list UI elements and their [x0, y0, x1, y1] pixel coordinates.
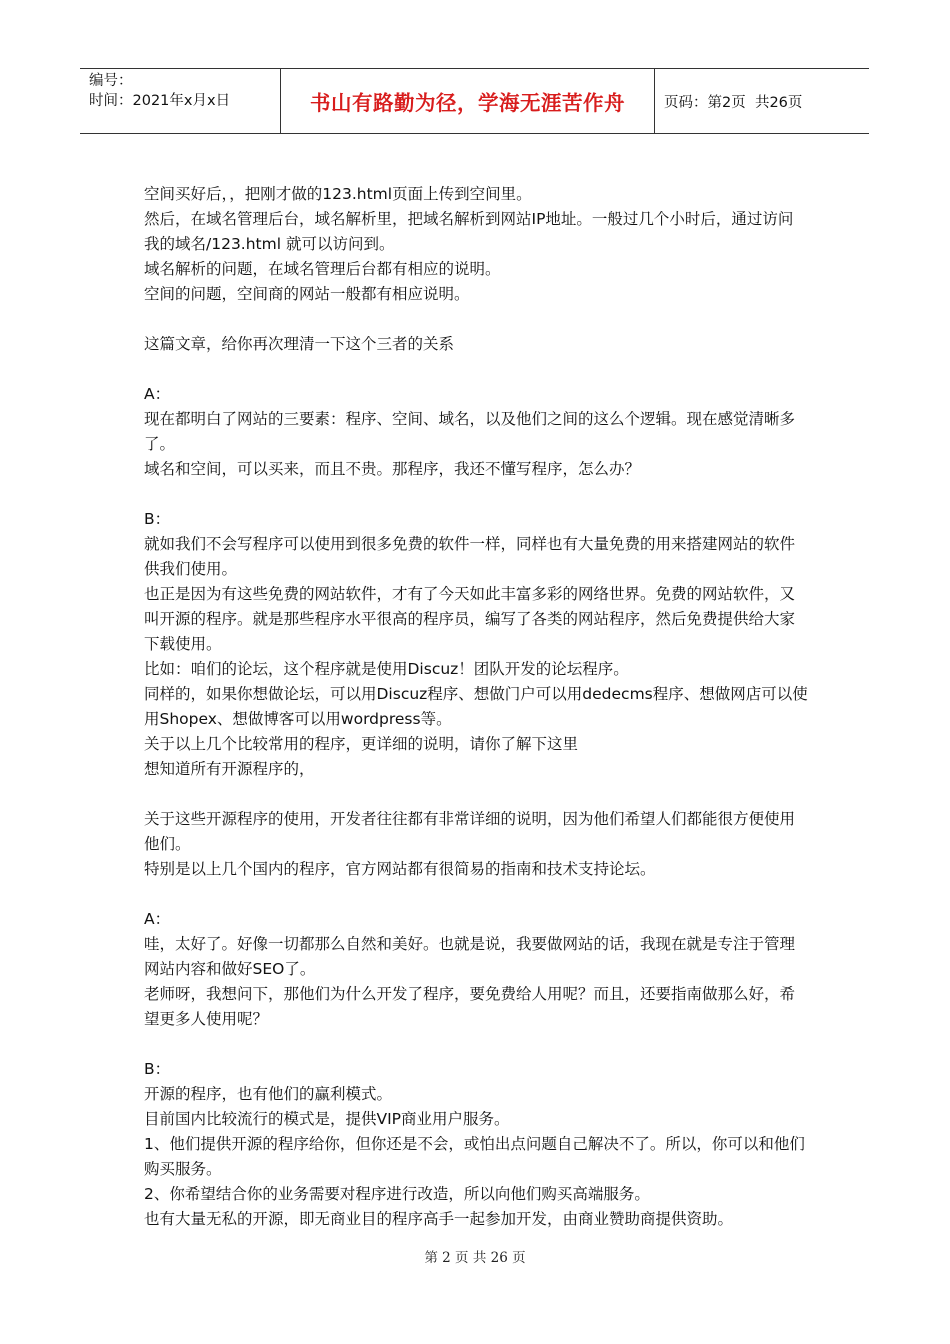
body-paragraph: 现在都明白了网站的三要素：程序、空间、域名，以及他们之间的这么个逻辑。现在感觉清晰多了。 [144, 410, 796, 453]
document-body [144, 182, 809, 1232]
body-paragraph: 哇，太好了。好像一切都那么自然和美好。也就是说，我要做网站的话，我现在就是专注于管理网站内容和做好SEO了。 [144, 935, 796, 978]
header-page-number: 页码：第2页 共26页 [664, 94, 803, 111]
body-paragraph: 特别是以上几个国内的程序，官方网站都有很简易的指南和技术支持论坛。 [144, 860, 656, 878]
page-footer: 第 2 页 共 26 页 [424, 1250, 526, 1266]
body-paragraph: 空间的问题，空间商的网站一般都有相应说明。 [144, 285, 470, 303]
page-header [80, 68, 869, 134]
speaker-label: B： [144, 510, 171, 528]
body-paragraph: 想知道所有开源程序的， [144, 760, 315, 778]
body-paragraph: 开源的程序，也有他们的赢利模式。 [144, 1085, 393, 1103]
body-paragraph: 关于这些开源程序的使用，开发者往往都有非常详细的说明，因为他们希望人们都能很方便使用他们。 [144, 810, 796, 853]
blank-line [144, 307, 809, 332]
body-paragraph: 域名解析的问题，在域名管理后台都有相应的说明。 [144, 260, 501, 278]
body-paragraph: 然后，在域名管理后台，域名解析里，把域名解析到网站IP地址。一般过几个小时后，通过访问 我的域名/123.html 就可以访问到。 [144, 210, 794, 253]
header-info-cell [80, 69, 281, 133]
speaker-label: B： [144, 1060, 171, 1078]
body-paragraph: 也正是因为有这些免费的网站软件，才有了今天如此丰富多彩的网络世界。免费的网站软件，又叫开源的程序。就是那些程序水平很高的程序员，编写了各类的网站程序，然后免费提供给大家下载使用。 [144, 585, 796, 653]
blank-line [144, 482, 809, 507]
body-paragraph: 就如我们不会写程序可以使用到很多免费的软件一样，同样也有大量免费的用来搭建网站的软件供我们使用。 [144, 535, 796, 578]
blank-line [144, 1032, 809, 1057]
body-paragraph: 这篇文章，给你再次理清一下这个三者的关系 [144, 335, 455, 353]
body-paragraph: 同样的，如果你想做论坛，可以用Discuz程序、想做门户可以用dedecms程序、想做网店可以使用Shopex、想做博客可以用wordpress等。 [144, 685, 808, 728]
speaker-label: A： [144, 385, 171, 403]
body-paragraph: 空间买好后，，把刚才做的123.html页面上传到空间里。 [144, 185, 532, 203]
speaker-label: A： [144, 910, 171, 928]
document-date-label: 时间：2021年x月x日 [89, 93, 231, 109]
blank-line [144, 357, 809, 382]
body-paragraph: 2、你希望结合你的业务需要对程序进行改造，所以向他们购买高端服务。 [144, 1185, 650, 1203]
document-number-label: 编号： [89, 73, 133, 89]
body-paragraph: 比如：咱们的论坛，这个程序就是使用Discuz！团队开发的论坛程序。 [144, 660, 629, 678]
blank-line [144, 782, 809, 807]
header-page-cell [655, 69, 869, 133]
body-paragraph: 域名和空间，可以买来，而且不贵。那程序，我还不懂写程序，怎么办？ [144, 460, 641, 478]
body-paragraph: 1、他们提供开源的程序给你，但你还是不会，或怕出点问题自己解决不了。所以，你可以和他们购买服务。 [144, 1135, 805, 1178]
body-paragraph: 关于以上几个比较常用的程序，更详细的说明，请你了解下这里 [144, 735, 579, 753]
header-motto: 书山有路勤为径，学海无涯苦作舟 [281, 69, 655, 133]
body-paragraph: 目前国内比较流行的模式是，提供VIP商业用户服务。 [144, 1110, 510, 1128]
blank-line [144, 882, 809, 907]
body-paragraph: 也有大量无私的开源，即无商业目的程序高手一起参加开发，由商业赞助商提供资助。 [144, 1210, 734, 1228]
body-paragraph: 老师呀，我想问下，那他们为什么开发了程序，要免费给人用呢？而且，还要指南做那么好，希望更多人使用呢？ [144, 985, 796, 1028]
